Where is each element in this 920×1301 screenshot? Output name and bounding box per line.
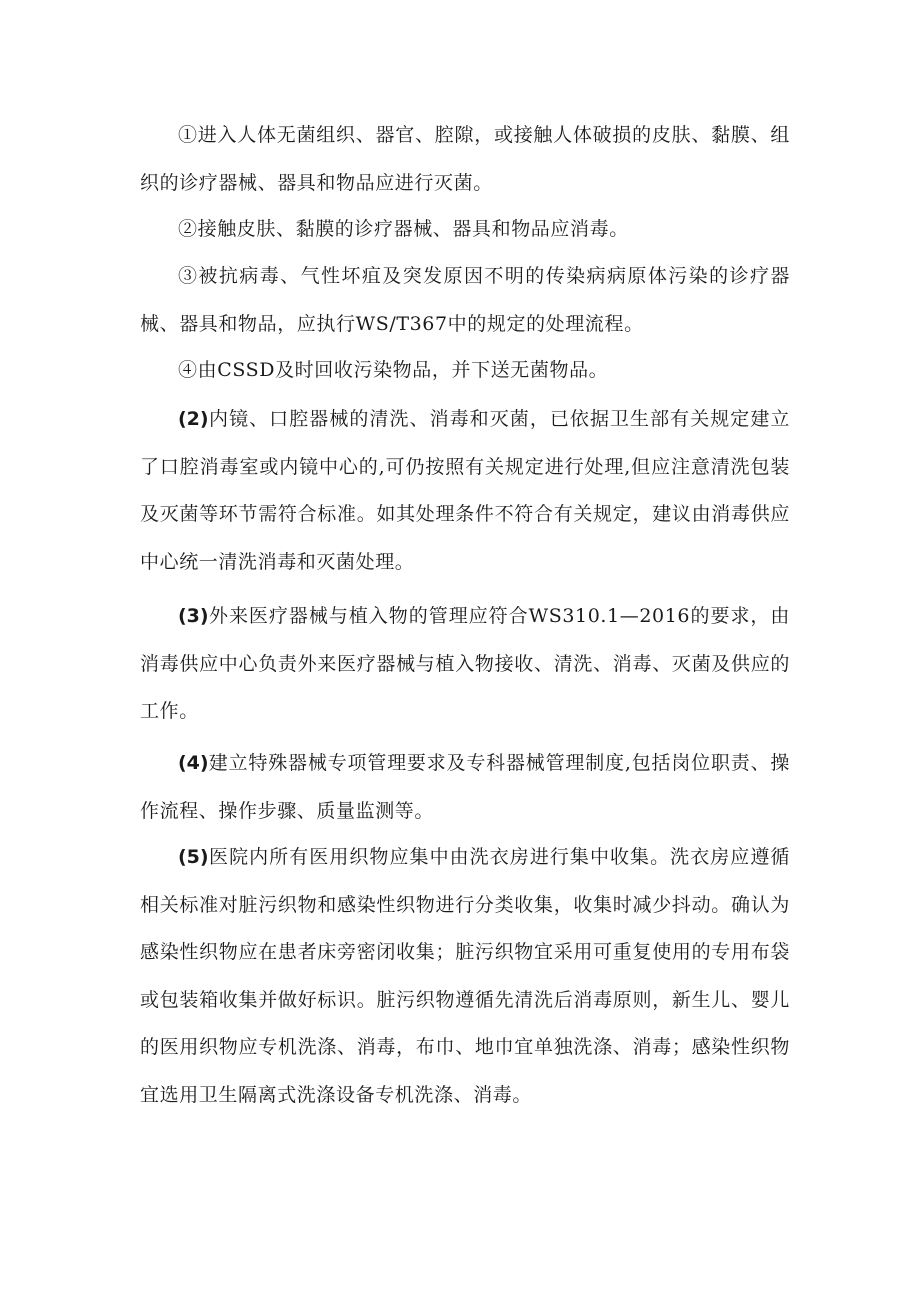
- paragraph-item-4: [140, 347, 790, 395]
- section-number: (3): [178, 605, 209, 627]
- paragraph-section-4: [140, 740, 790, 835]
- paragraph-text: 医院内所有医用织物应集中由洗衣房进行集中收集。洗衣房应遵循相关标准对脏污织物和感染性织物进行分类收集，收集时减少抖动。确认为感染性织物应在患者床旁密闭收集；脏污织物宜采用可重复使用的专用布袋或包装箱收集并做好标识。脏污织物遵循先清洗后消毒原则，新生儿、婴儿的医用织物应专机洗涤、消毒，布巾、地巾宜单独洗涤、消毒；感染性织物宜选用卫生隔离式洗涤设备专机洗涤、消毒。: [140, 846, 790, 1106]
- paragraph-section-2: [140, 396, 790, 586]
- section-number: (5): [178, 846, 209, 868]
- paragraph-text: 外来医疗器械与植入物的管理应符合WS310.1—2016的要求，由消毒供应中心负责外来医疗器械与植入物接收、清洗、消毒、灭菌及供应的工作。: [140, 605, 790, 722]
- paragraph-text: ①进入人体无菌组织、器官、腔隙，或接触人体破损的皮肤、黏膜、组织的诊疗器械、器具和物品应进行灭菌。: [140, 124, 790, 194]
- section-number: (2): [178, 408, 209, 430]
- paragraph-item-2: [140, 206, 790, 254]
- paragraph-text: ②接触皮肤、黏膜的诊疗器械、器具和物品应消毒。: [178, 218, 629, 240]
- section-number: (4): [178, 752, 209, 774]
- paragraph-section-5: [140, 834, 790, 1119]
- paragraph-text: ③被抗病毒、气性坏疽及突发原因不明的传染病病原体污染的诊疗器械、器具和物品，应执行WS/T367中的规定的处理流程。: [140, 265, 790, 335]
- paragraph-item-1: [140, 112, 790, 207]
- paragraph-section-3: [140, 593, 790, 736]
- paragraph-item-3: [140, 253, 790, 348]
- paragraph-text: 内镜、口腔器械的清洗、消毒和灭菌，已依据卫生部有关规定建立了口腔消毒室或内镜中心的,可仍按照有关规定进行处理,但应注意清洗包装及灭菌等环节需符合标准。如其处理条件不符合有关规定，建议由消毒供应中心统一清洗消毒和灭菌处理。: [140, 408, 790, 573]
- paragraph-text: 建立特殊器械专项管理要求及专科器械管理制度,包括岗位职责、操作流程、操作步骤、质量监测等。: [140, 752, 790, 822]
- paragraph-text: ④由CSSD及时回收污染物品，并下送无菌物品。: [178, 359, 609, 381]
